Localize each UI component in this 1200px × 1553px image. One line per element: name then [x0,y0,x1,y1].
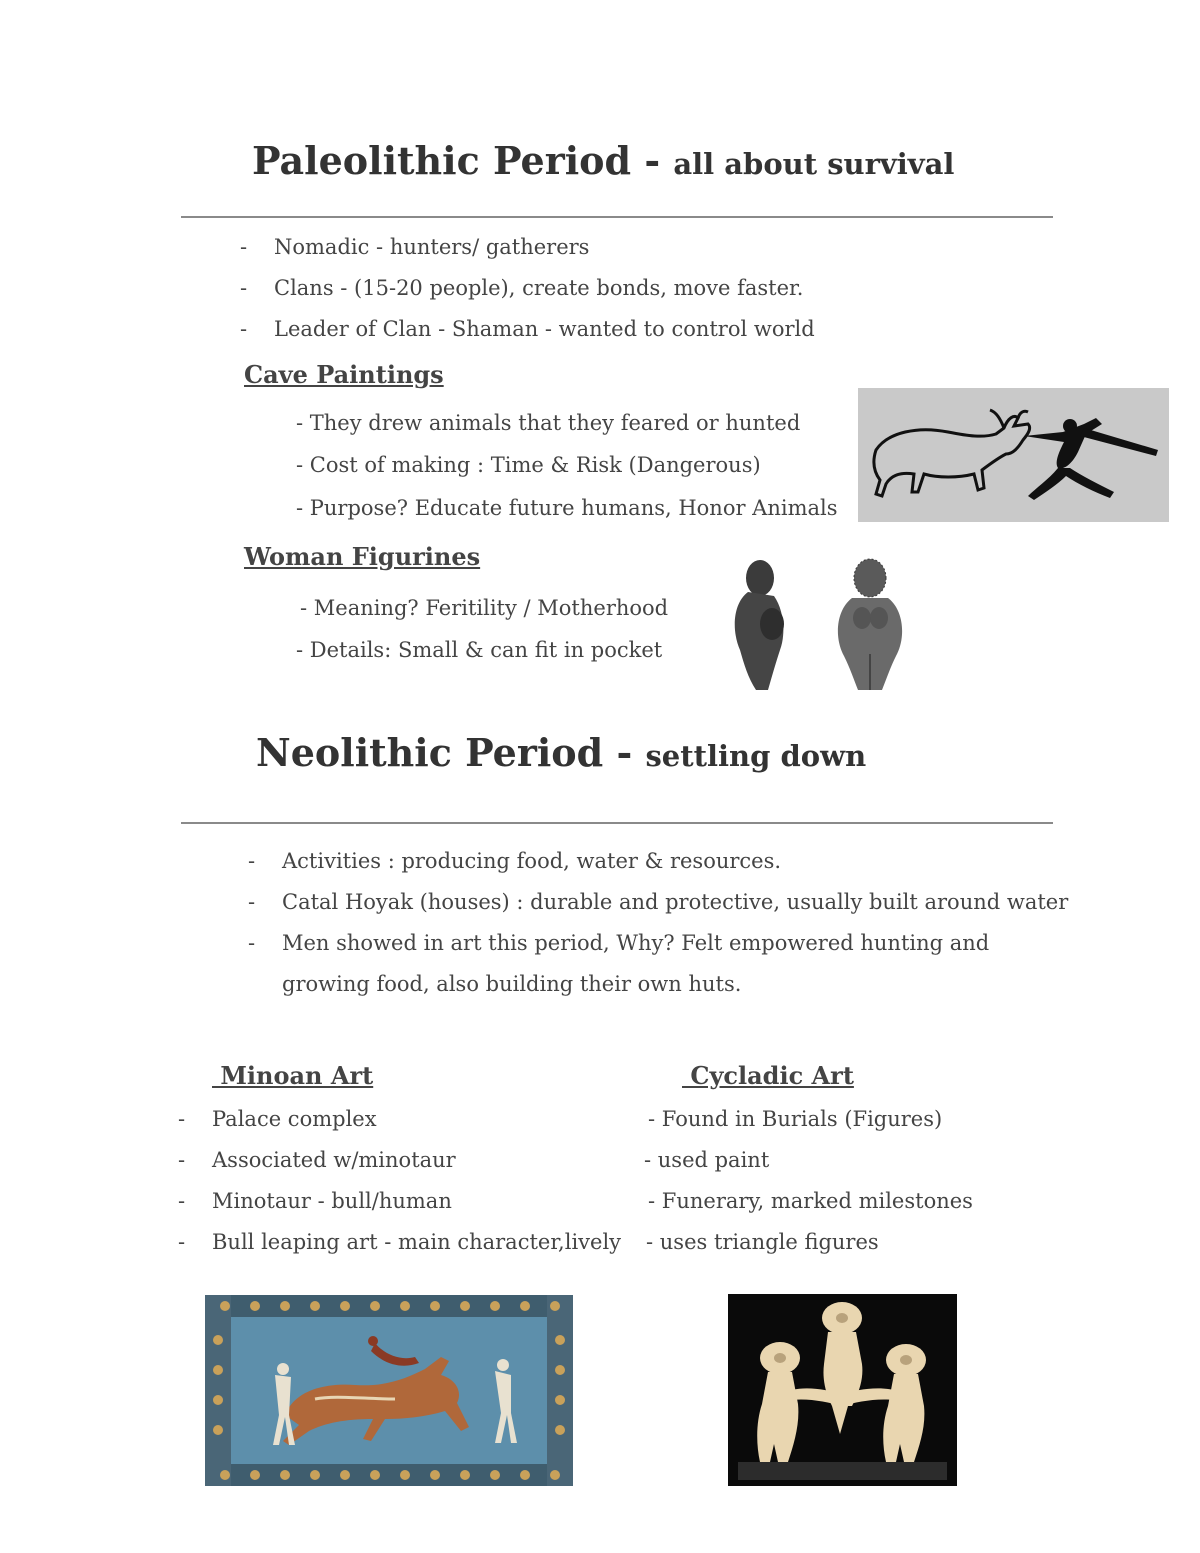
bullet-dash: - [178,1107,186,1131]
bullet-dash: - [248,849,256,873]
figurines-item: - Details: Small & can fit in pocket [296,638,663,662]
neolithic-bullet: Men showed in art this period, Why? Felt empowered hunting and [282,931,990,955]
paleolithic-bullet: Leader of Clan - Shaman - wanted to control world [274,317,815,341]
neolithic-title: Neolithic Period - settling down [256,730,867,775]
minoan-item: Minotaur - bull/human [212,1189,452,1213]
paleolithic-subtitle: all about survival [673,147,955,181]
woman-figurines-heading: Woman Figurines [244,542,481,571]
neolithic-subtitle: settling down [645,739,867,773]
neolithic-bullet-continued: growing food, also building their own huts. [282,972,742,996]
bullet-dash: - [248,931,256,955]
neolithic-divider [181,822,1053,824]
cycladic-item: - uses triangle figures [646,1230,879,1254]
paleolithic-title: Paleolithic Period - all about survival [252,138,955,183]
cycladic-item: - Funerary, marked milestones [648,1189,973,1213]
bullet-dash: - [240,235,248,259]
paleolithic-bullet: Clans - (15-20 people), create bonds, move faster. [274,276,804,300]
bullet-dash: - [248,890,256,914]
cycladic-item: - Found in Burials (Figures) [648,1107,943,1131]
cave-painting-image [858,388,1169,522]
minoan-item: Bull leaping art - main character,lively [212,1230,622,1254]
cave-paintings-heading: Cave Paintings [244,360,444,389]
bullet-dash: - [178,1189,186,1213]
paleolithic-divider [181,216,1053,218]
figurines-item: - Meaning? Feritility / Motherhood [300,596,669,620]
bullet-dash: - [178,1148,186,1172]
neolithic-bullet: Catal Hoyak (houses) : durable and protective, usually built around water [282,890,1069,914]
cycladic-item: - used paint [644,1148,770,1172]
minoan-item: Palace complex [212,1107,377,1131]
cave-paintings-item: - Purpose? Educate future humans, Honor Animals [296,496,838,520]
cave-paintings-item: - They drew animals that they feared or hunted [296,411,801,435]
cycladic-figures-image [728,1294,957,1486]
bullet-dash: - [240,276,248,300]
bullet-dash: - [178,1230,186,1254]
minoan-item: Associated w/minotaur [212,1148,456,1172]
cycladic-art-heading: Cycladic Art [682,1061,854,1090]
bullet-dash: - [240,317,248,341]
paleolithic-bullet: Nomadic - hunters/ gatherers [274,235,590,259]
venus-figurines-image [724,554,914,694]
neolithic-bullet: Activities : producing food, water & resources. [282,849,782,873]
cave-paintings-item: - Cost of making : Time & Risk (Dangerous) [296,453,761,477]
minoan-art-heading: Minoan Art [212,1061,374,1090]
bull-leaping-fresco-image [205,1295,573,1486]
